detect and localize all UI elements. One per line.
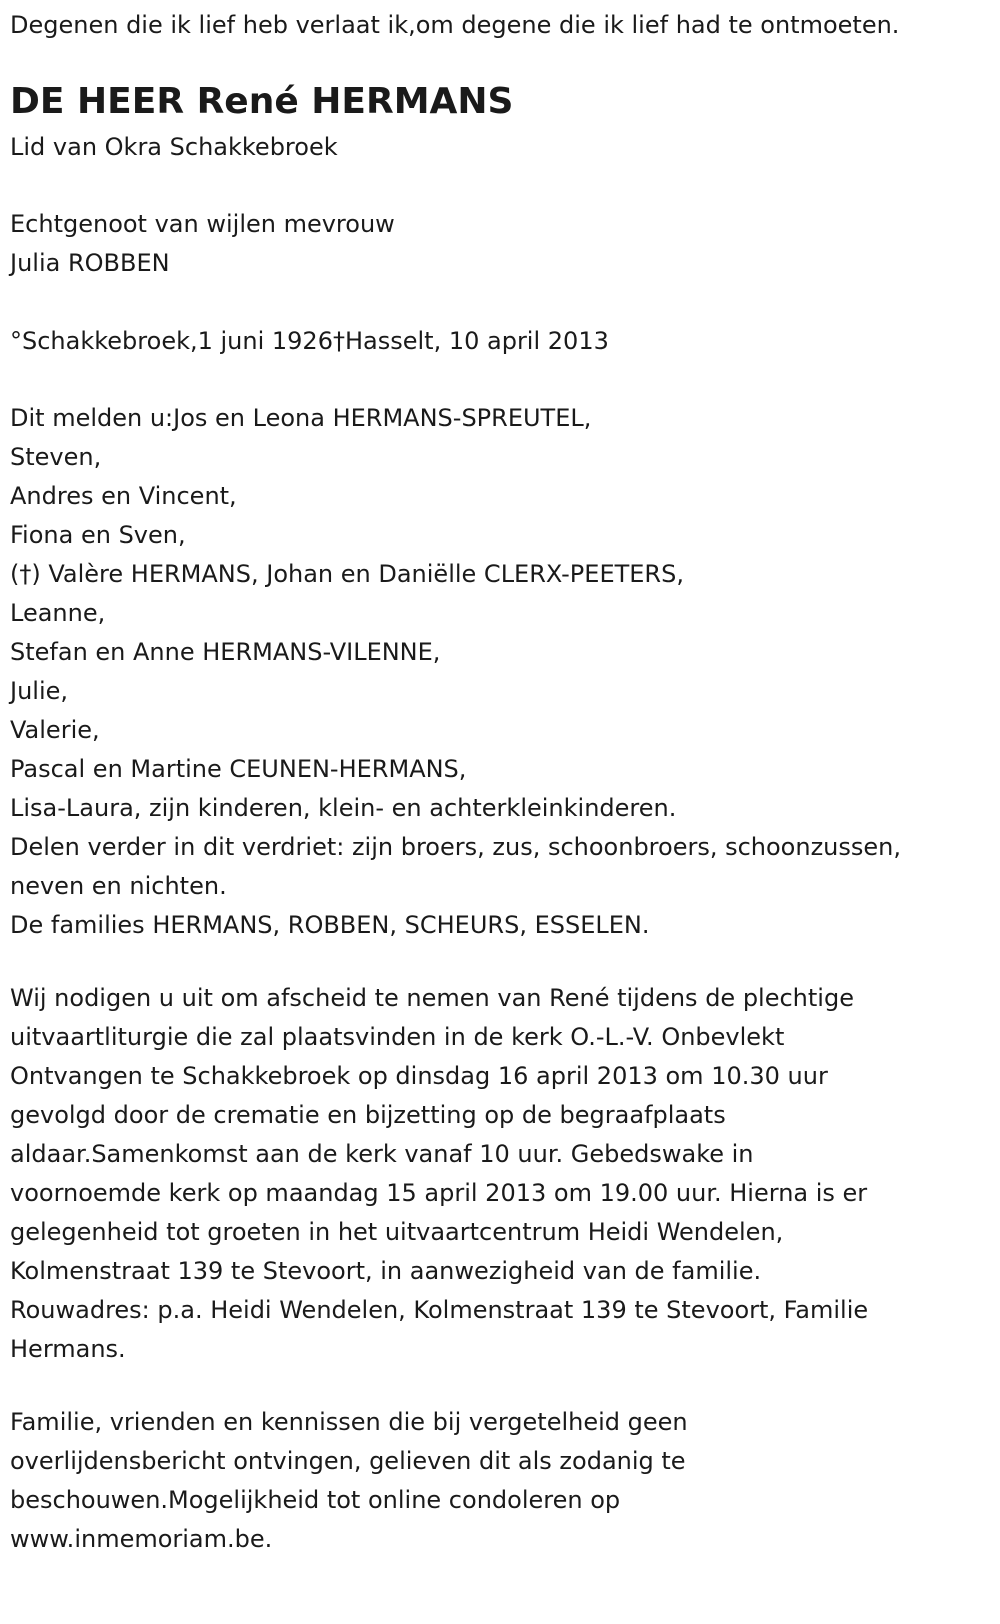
family-line: Fiona en Sven, [10,521,186,549]
notice-line: overlijdensbericht ontvingen, gelieven dit als zodanig te [10,1447,686,1475]
ceremony-block [10,979,970,1369]
ceremony-line: Kolmenstraat 139 te Stevoort, in aanwezigheid van de familie. [10,1257,762,1285]
family-line: Valerie, [10,716,100,744]
ceremony-line: voornoemde kerk op maandag 15 april 2013 om 19.00 uur. Hierna is er [10,1179,868,1207]
birth-death-dates: °Schakkebroek,1 juni 1926†Hasselt, 10 april 2013 [10,327,609,355]
family-line: Stefan en Anne HERMANS-VILENNE, [10,638,441,666]
family-line: Leanne, [10,599,106,627]
membership-block [10,128,970,167]
notice-line: www.inmemoriam.be. [10,1525,273,1553]
ceremony-line: uitvaartliturgie die zal plaatsvinden in de kerk O.-L.-V. Onbevlekt [10,1023,785,1051]
ceremony-line: aldaar.Samenkomst aan de kerk vanaf 10 uur. Gebedswake in [10,1140,754,1168]
family-line: Julie, [10,677,69,705]
family-line: Andres en Vincent, [10,482,237,510]
family-line: neven en nichten. [10,872,227,900]
ceremony-line: Ontvangen te Schakkebroek op dinsdag 16 april 2013 om 10.30 uur [10,1062,828,1090]
family-line: Delen verder in dit verdriet: zijn broers, zus, schoonbroers, schoonzussen, [10,833,901,861]
spouse-line-1: Echtgenoot van wijlen mevrouw [10,210,395,238]
family-block [10,399,970,945]
family-line: Steven, [10,443,102,471]
ceremony-line: gelegenheid tot groeten in het uitvaartcentrum Heidi Wendelen, [10,1218,784,1246]
ceremony-line: Wij nodigen u uit om afscheid te nemen van René tijdens de plechtige [10,984,854,1012]
spouse-block [10,205,970,283]
deceased-name: DE HEER René HERMANS [10,81,514,122]
notice-line: Familie, vrienden en kennissen die bij vergetelheid geen [10,1408,688,1436]
ceremony-line: Rouwadres: p.a. Heidi Wendelen, Kolmenstraat 139 te Stevoort, Familie [10,1296,869,1324]
birth-death-block [10,322,970,361]
membership-text: Lid van Okra Schakkebroek [10,133,338,161]
spouse-line-2: Julia ROBBEN [10,249,170,277]
ceremony-line: gevolgd door de crematie en bijzetting op de begraafplaats [10,1101,726,1129]
family-line: (†) Valère HERMANS, Johan en Daniëlle CLERX-PEETERS, [10,560,684,588]
family-line: De families HERMANS, ROBBEN, SCHEURS, ESSELEN. [10,911,650,939]
family-line: Lisa-Laura, zijn kinderen, klein- en achterkleinkinderen. [10,794,677,822]
family-line: Pascal en Martine CEUNEN-HERMANS, [10,755,467,783]
family-line: Dit melden u:Jos en Leona HERMANS-SPREUTEL, [10,404,592,432]
ceremony-line: Hermans. [10,1335,126,1363]
epigraph: Degenen die ik lief heb verlaat ik,om degene die ik lief had te ontmoeten. [10,11,900,39]
notice-block [10,1403,970,1559]
notice-line: beschouwen.Mogelijkheid tot online condoleren op [10,1486,621,1514]
